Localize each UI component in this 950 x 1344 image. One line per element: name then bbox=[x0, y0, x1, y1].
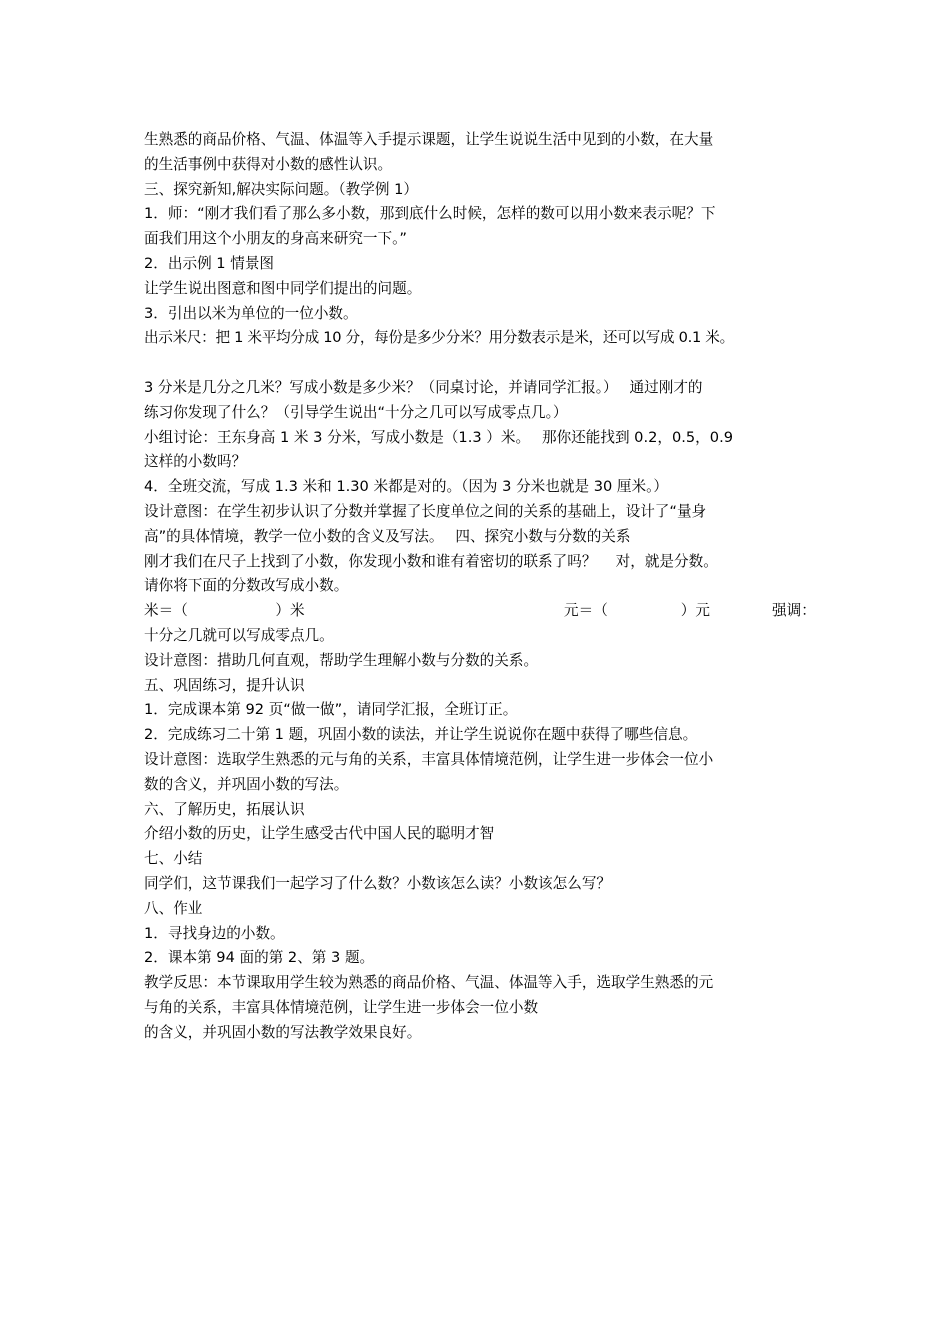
text-line: 教学反思：本节课取用学生较为熟悉的商品价格、气温、体温等入手，选取学生熟悉的元 bbox=[144, 974, 714, 992]
text-line: 的生活事例中获得对小数的感性认识。 bbox=[144, 155, 393, 173]
meter-blank: 米＝（ ）米 bbox=[144, 602, 305, 620]
text-line: 出示米尺：把 1 米平均分成 10 分，每份是多少分米？用分数表示是米，还可以写成 0.1 米。 bbox=[144, 329, 734, 347]
section-heading: 六、了解历史，拓展认识 bbox=[144, 800, 305, 818]
text-line: 1．师：“刚才我们看了那么多小数，那到底什么时候，怎样的数可以用小数来表示呢？下 bbox=[144, 205, 716, 223]
text-line: 生熟悉的商品价格、气温、体温等入手提示课题，让学生说说生活中见到的小数，在大量 bbox=[144, 131, 714, 148]
text-line: 这样的小数吗？ bbox=[144, 453, 247, 471]
text-line: 设计意图：措助几何直观，帮助学生理解小数与分数的关系。 bbox=[144, 651, 539, 669]
section-heading: 三、探究新知,解决实际问题。（教学例 1） bbox=[144, 180, 418, 198]
text-line: 高”的具体情境，教学一位小数的含义及写法。 四、探究小数与分数的关系 bbox=[144, 527, 631, 545]
section-heading: 八、作业 bbox=[144, 899, 203, 917]
fraction-exercise-line bbox=[144, 599, 820, 624]
text-line: 小组讨论：王东身高 1 米 3 分米，写成小数是（1.3 ）米。 那你还能找到 0.2，0.5，0.9 bbox=[144, 428, 733, 446]
text-line: 3．引出以米为单位的一位小数。 bbox=[144, 304, 358, 322]
text-line: 4．全班交流，写成 1.3 米和 1.30 米都是对的。（因为 3 分米也就是 30 厘米。） bbox=[144, 478, 668, 496]
text-line: 设计意图：选取学生熟悉的元与角的关系，丰富具体情境范例，让学生进一步体会一位小 bbox=[144, 750, 714, 768]
text-line: 请你将下面的分数改写成小数。 bbox=[144, 577, 349, 595]
document-body bbox=[144, 128, 820, 1045]
text-line: 2．完成练习二十第 1 题，巩固小数的读法，并让学生说说你在题中获得了哪些信息。 bbox=[144, 726, 698, 744]
text-line: 与角的关系，丰富具体情境范例，让学生进一步体会一位小数 bbox=[144, 998, 539, 1016]
text-line: 十分之几就可以写成零点几。 bbox=[144, 626, 334, 644]
text-line: 让学生说出图意和图中同学们提出的问题。 bbox=[144, 279, 422, 297]
text-line: 数的含义，并巩固小数的写法。 bbox=[144, 775, 349, 793]
section-heading: 七、小结 bbox=[144, 850, 203, 868]
text-line: 面我们用这个小朋友的身高来研究一下。” bbox=[144, 230, 407, 248]
text-line: 1．完成课本第 92 页“做一做”，请同学汇报，全班订正。 bbox=[144, 701, 518, 719]
text-line: 介绍小数的历史，让学生感受古代中国人民的聪明才智 bbox=[144, 825, 495, 843]
text-line: 3 分米是几分之几米？写成小数是多少米？（同桌讨论，并请同学汇报。） 通过刚才的 bbox=[144, 378, 703, 396]
yuan-blank: 元＝（ ）元 bbox=[564, 602, 710, 620]
emphasis-label: 强调： bbox=[772, 602, 816, 620]
text-line: 同学们，这节课我们一起学习了什么数？小数该怎么读？小数该怎么写？ bbox=[144, 874, 612, 892]
text-line: 1．寻找身边的小数。 bbox=[144, 924, 285, 942]
text-line: 2．课本第 94 面的第 2、第 3 题。 bbox=[144, 949, 375, 967]
section-heading: 五、巩固练习，提升认识 bbox=[144, 676, 305, 694]
text-line: 设计意图：在学生初步认识了分数并掌握了长度单位之间的关系的基础上，设计了“量身 bbox=[144, 502, 707, 520]
blank-line bbox=[144, 351, 820, 376]
text-line: 刚才我们在尺子上找到了小数，你发现小数和谁有着密切的联系了吗？ 对，就是分数。 bbox=[144, 552, 718, 570]
text-line: 2．出示例 1 情景图 bbox=[144, 254, 275, 272]
text-line: 的含义，并巩固小数的写法教学效果良好。 bbox=[144, 1023, 422, 1041]
text-line: 练习你发现了什么？（引导学生说出“十分之几可以写成零点几。） bbox=[144, 403, 568, 421]
